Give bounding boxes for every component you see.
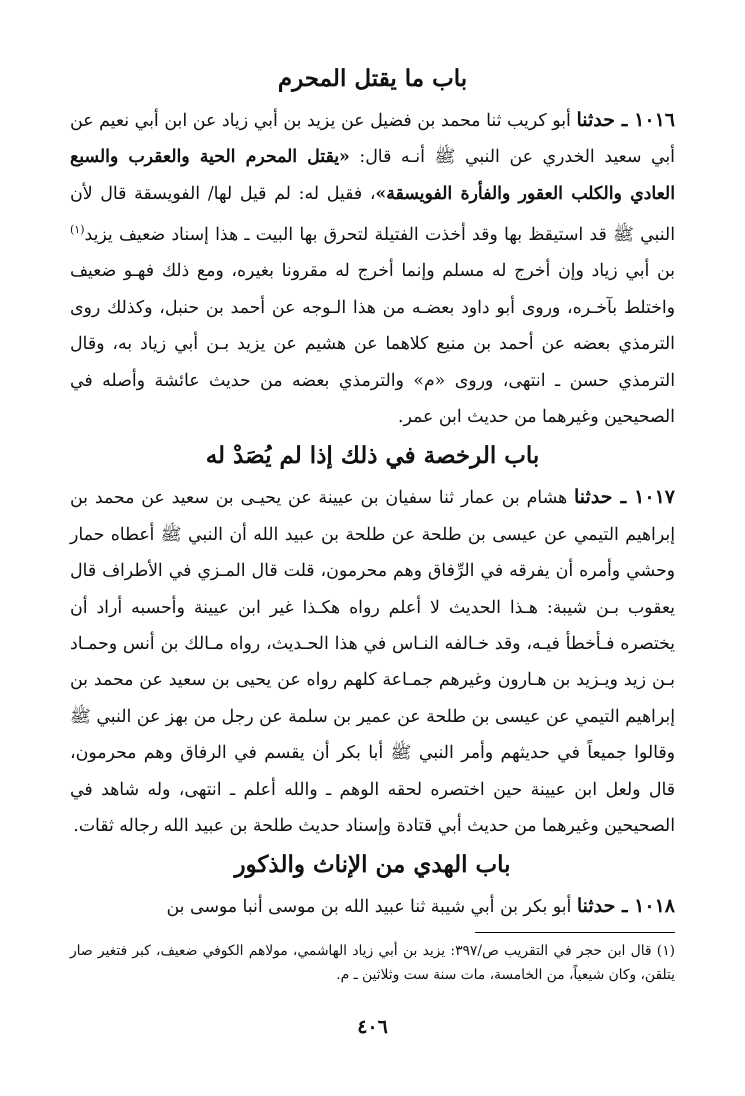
chapter-heading-2: باب الرخصة في ذلك إذا لم يُصَدْ له (205, 442, 540, 470)
chapter-heading-3: باب الهدي من الإناث والذكور (234, 851, 511, 879)
hadith-1016-text-a: أبو كريب ثنا محمد بن فضيل عن يزيد بن أبي زياد عن ابن أبي نعيم عن أبي سعيد الخدري عن النبي ﷺ أنـه قال: (70, 111, 675, 168)
hadith-number-1017: ١٠١٧ ـ حدثنا (574, 486, 675, 509)
page-body (70, 62, 675, 987)
hadith-1016-text-c: بن أبي زياد وإن أخرج له مسلم وإنما أخرج له مقرونا بغيره، ومع ذلك فهـو ضعيف واختلط بآخـره، وروى أبو داود بعضـه من هذا الـوجه عن أحمد بن حنبل، وكذلك روى الترمذي بعضه عن أحمد بن منيع كلاهما عن هشيم عن يزيد بـن أبي زياد به، وقال الترمذي حسن ـ انتهى، وروى «م» والترمذي بعضه من حديث عائشة وأصله في الصحيحين وغيرهما من حديث ابن عمر. (70, 261, 675, 428)
chapter-heading-1: باب ما يقتل المحرم (277, 65, 468, 92)
hadith-1016-text-b: ، فقيل له: لم قيل لها/ الفويسقة قال لأن النبي ﷺ قد استيقظ بها وقد أخذت الفتيلة لتحرق بها البيت ـ هذا إسناد ضعيف يزيد (70, 183, 675, 245)
hadith-1017-text: هشام بن عمار ثنا سفيان بن عيينة عن يحيـى بن سعيد عن محمد بن إبراهيم التيمي عن عيسى بن طلحة عن طلحة بن عبيد الله أن النبي ﷺ أعطاه حمار وحشي وأمره أن يفرقه في الرِّفاق وهم محرمون، قلت قال المـزي في الأطراف قال يعقوب بـن شيبة: هـذا الحديث لا أعلم رواه هكـذا غير ابن عيينة وأحسبه أراد أن يختصره فـأخطأ فيـه، وقد خـالفه النـاس في هذا الحـديث، رواه مـالك بن أنس وحمـاد بـن زيد ويـزيد بن هـارون وغيرهم جمـاعة كلهم رواه عن يحيى بن سعيد عن محمد بن إبراهيم التيمي عن عيسى بن طلحة عن عمير بن سلمة عن رجل من بهز عن النبي ﷺ وقالوا جميعاً في حديثهم وأمر النبي ﷺ أبا بكر أن يقسم في الرفاق وهم محرمون، قال ولعل ابن عيينة حين اختصره لحقه الوهم ـ والله أعلم ـ انتهى، وله شاهد في الصحيحين وغيرهما من حديث أبي قتادة وإسناد حديث طلحة بن عبيد الله رجاله ثقات. (70, 488, 675, 837)
footnote-1: (١) قال ابن حجر في التقريب ص/٣٩٧: يزيد بن أبي زياد الهاشمي، مولاهم الكوفي ضعيف، كبر فتغير صار يتلقن، وكان شيعياً، من الخامسة، مات سنة ست وثلاثين ـ م. (70, 942, 675, 983)
hadith-number-1018: ١٠١٨ ـ حدثنا (576, 895, 675, 918)
hadith-1016-quote: «يقتل المحرم الحية والعقرب والسبع العادي والكلب العقور والفأرة الفويسقة» (70, 147, 675, 204)
hadith-1018-text: أبو بكر بن أبي شيبة ثنا عبيد الله بن موسى أنبا موسى بن (166, 897, 577, 918)
hadith-number-1016: ١٠١٦ ـ حدثنا (576, 109, 675, 131)
hadith-1016 (70, 102, 675, 435)
footnote-divider (475, 932, 675, 933)
footnote-ref-1[interactable]: (١) (70, 223, 85, 237)
hadith-1017 (70, 479, 675, 844)
hadith-1018 (70, 888, 675, 925)
page-number: ٤٠٦ (357, 1016, 388, 1038)
